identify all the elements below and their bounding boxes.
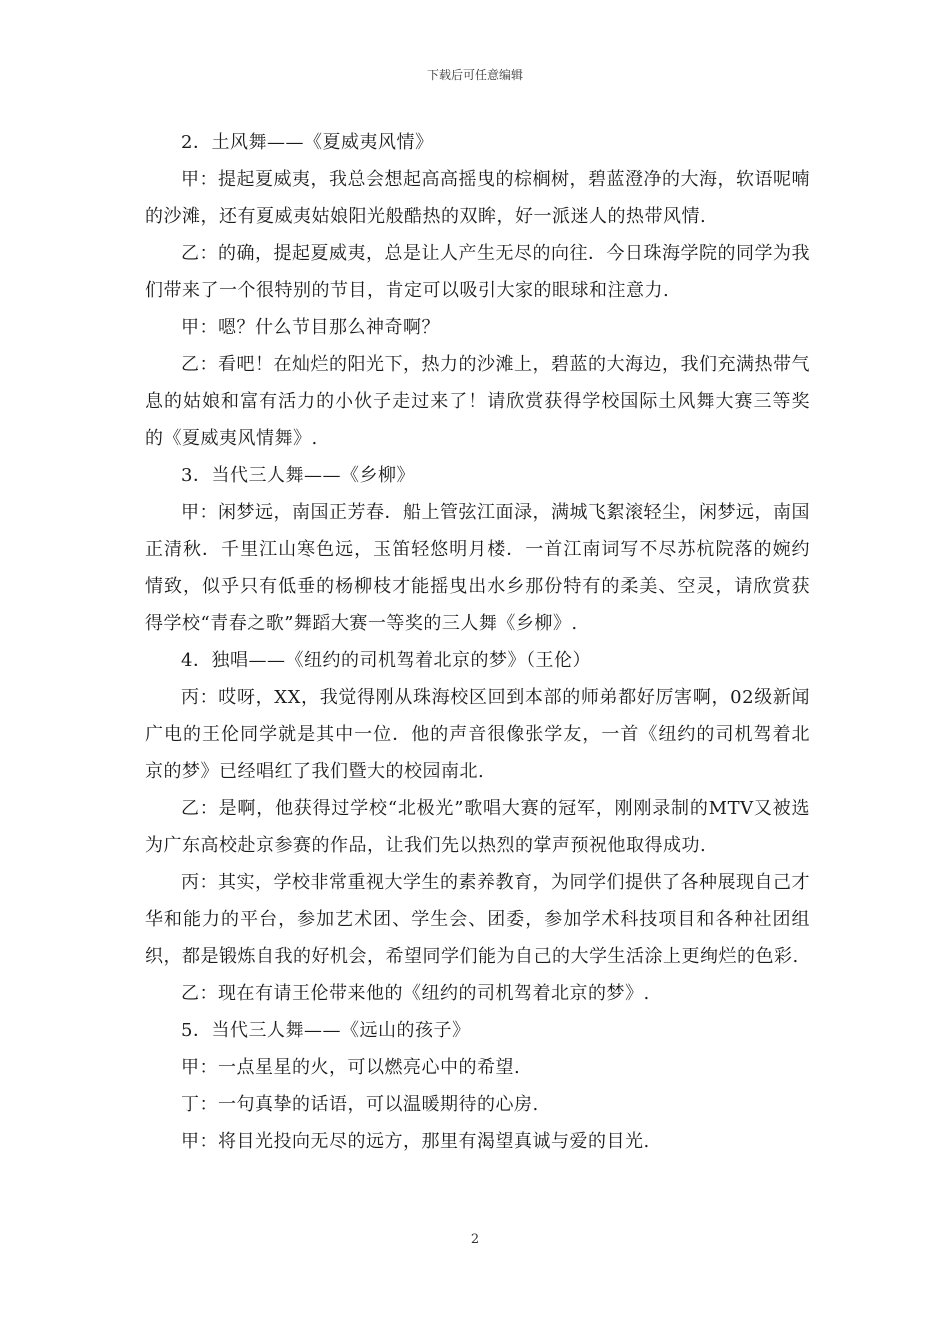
dialogue-paragraph: 甲：嗯？什么节目那么神奇啊？	[181, 317, 440, 338]
section-heading-2: 2．土风舞——《夏威夷风情》	[181, 132, 434, 153]
section-heading-4: 4．独唱——《纽约的司机驾着北京的梦》（王伦）	[181, 650, 591, 671]
dialogue-paragraph: 丙：其实，学校非常重视大学生的素养教育，为同学们提供了各种展现自己才华和能力的平台，参加艺术团、学生会、团委，参加学术科技项目和各种社团组织，都是锻炼自我的好机会，希望同学们能为自己的大学生活涂上更绚烂的色彩.	[145, 872, 810, 967]
page-header-note: 下载后可任意编辑	[426, 68, 523, 82]
document-body	[145, 124, 810, 1160]
dialogue-paragraph: 乙：现在有请王伦带来他的《纽约的司机驾着北京的梦》.	[181, 983, 650, 1004]
section-heading-3: 3．当代三人舞——《乡柳》	[181, 465, 415, 486]
dialogue-paragraph: 丁：一句真挚的话语，可以温暖期待的心房.	[181, 1094, 539, 1115]
dialogue-paragraph: 丙：哎呀，XX，我觉得刚从珠海校区回到本部的师弟都好厉害啊，02级新闻广电的王伦同学就是其中一位．他的声音很像张学友，一首《纽约的司机驾着北京的梦》已经唱红了我们暨大的校园南北.	[145, 687, 810, 782]
dialogue-paragraph: 甲：提起夏威夷，我总会想起高高摇曳的棕榈树，碧蓝澄净的大海，软语呢喃的沙滩，还有夏威夷姑娘阳光般酷热的双眸，好一派迷人的热带风情.	[145, 169, 810, 227]
dialogue-paragraph: 乙：是啊，他获得过学校“北极光”歌唱大赛的冠军，刚刚录制的MTV又被选为广东高校赴京参赛的作品，让我们先以热烈的掌声预祝他取得成功.	[145, 798, 810, 856]
section-heading-5: 5．当代三人舞——《远山的孩子》	[181, 1020, 471, 1041]
dialogue-paragraph: 甲：闲梦远，南国正芳春．船上管弦江面渌，满城飞絮滚轻尘，闲梦远，南国正清秋．千里江山寒色远，玉笛轻悠明月楼．一首江南词写不尽苏杭院落的婉约情致，似乎只有低垂的杨柳枝才能摇曳出水乡那份特有的柔美、空灵，请欣赏获得学校“青春之歌”舞蹈大赛一等奖的三人舞《乡柳》.	[145, 502, 810, 634]
dialogue-paragraph: 乙：的确，提起夏威夷，总是让人产生无尽的向往．今日珠海学院的同学为我们带来了一个很特别的节目，肯定可以吸引大家的眼球和注意力.	[145, 243, 810, 301]
dialogue-paragraph: 甲：将目光投向无尽的远方，那里有渴望真诚与爱的目光.	[181, 1131, 650, 1152]
dialogue-paragraph: 乙：看吧！在灿烂的阳光下，热力的沙滩上，碧蓝的大海边，我们充满热带气息的姑娘和富有活力的小伙子走过来了！请欣赏获得学校国际土风舞大赛三等奖的《夏威夷风情舞》.	[145, 354, 810, 449]
page-number: 2	[470, 1232, 480, 1247]
dialogue-paragraph: 甲：一点星星的火，可以燃亮心中的希望.	[181, 1057, 521, 1078]
